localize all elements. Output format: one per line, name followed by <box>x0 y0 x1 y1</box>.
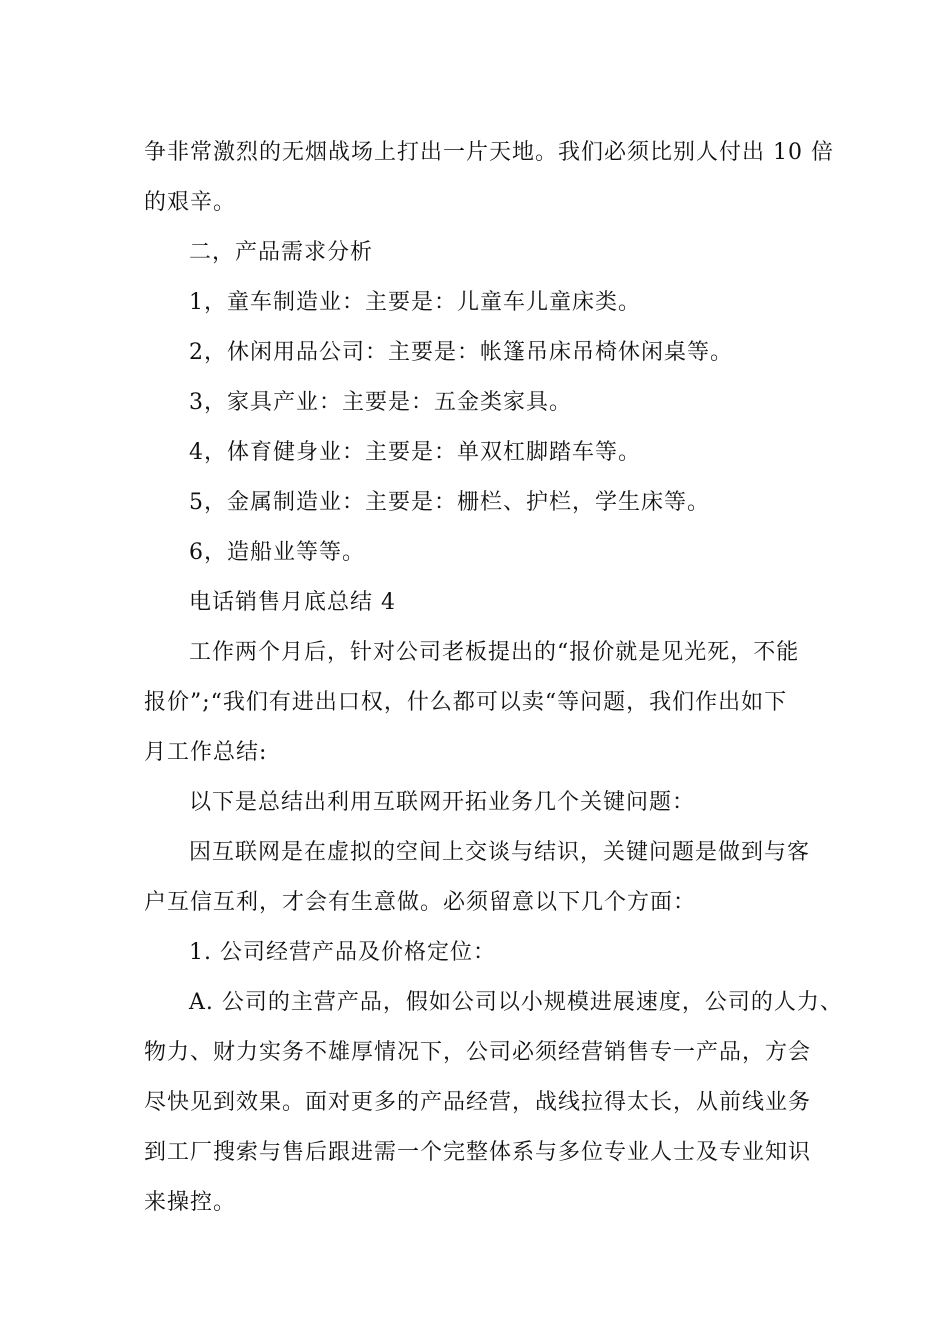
paragraph-line: 争非常激烈的无烟战场上打出一片天地。我们必须比别人付出 10 倍 <box>144 140 834 165</box>
list-item: 2，休闲用品公司：主要是：帐篷吊床吊椅休闲桌等。 <box>189 340 733 365</box>
paragraph-line: 到工厂搜索与售后跟进需一个完整体系与多位专业人士及专业知识 <box>144 1140 812 1165</box>
paragraph-line: 来操控。 <box>144 1190 237 1215</box>
paragraph-line: 月工作总结: <box>144 740 268 765</box>
paragraph-line: 以下是总结出利用互联网开拓业务几个关键问题： <box>189 790 696 815</box>
list-item: 4，体育健身业：主要是：单双杠脚踏车等。 <box>189 440 641 465</box>
paragraph-line: 工作两个月后，针对公司老板提出的“报价就是见光死，不能 <box>189 640 800 665</box>
section-heading: 二，产品需求分析 <box>189 240 374 265</box>
paragraph-line: 报价”;“我们有进出口权，什么都可以卖“等问题，我们作出如下 <box>144 690 788 715</box>
paragraph-line: 户互信互利，才会有生意做。必须留意以下几个方面： <box>144 890 697 915</box>
list-item: 3，家具产业：主要是：五金类家具。 <box>189 390 572 415</box>
paragraph-line: 尽快见到效果。面对更多的产品经营，战线拉得太长，从前线业务 <box>144 1090 812 1115</box>
list-item: 1，童车制造业：主要是：儿童车儿童床类。 <box>189 290 641 315</box>
list-item: 1. 公司经营产品及价格定位： <box>189 940 496 965</box>
section-title: 电话销售月底总结 4 <box>189 590 396 615</box>
paragraph-line: 因互联网是在虚拟的空间上交谈与结识，关键问题是做到与客 <box>189 840 811 865</box>
paragraph-line: 物力、财力实务不雄厚情况下，公司必须经营销售专一产品，方会 <box>144 1040 812 1065</box>
paragraph-line: A. 公司的主营产品，假如公司以小规模进展速度，公司的人力、 <box>189 990 843 1015</box>
list-item: 6，造船业等等。 <box>189 540 365 565</box>
paragraph-line: 的艰辛。 <box>144 190 237 215</box>
list-item: 5，金属制造业：主要是：栅栏、护栏，学生床等。 <box>189 490 710 515</box>
